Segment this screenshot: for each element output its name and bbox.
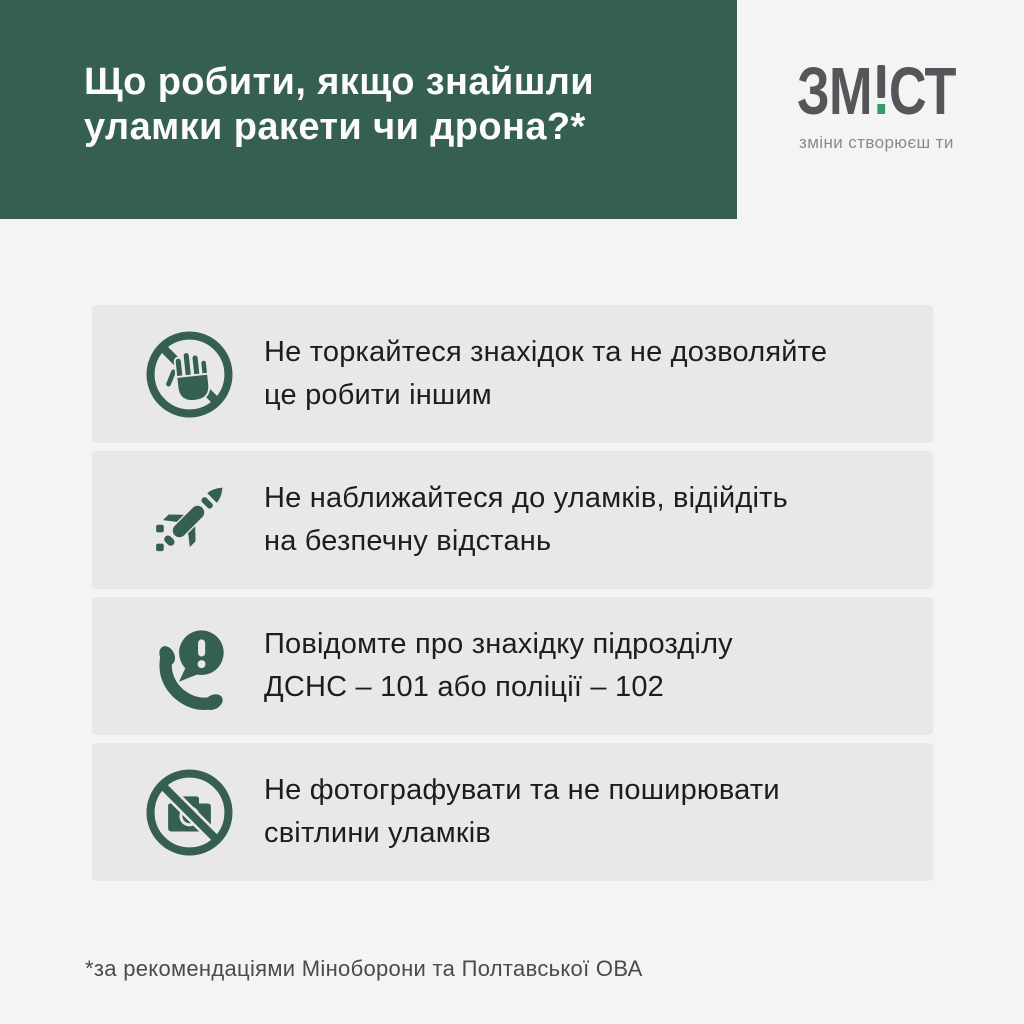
card-text (264, 623, 733, 709)
rocket-icon (142, 473, 237, 568)
logo-wordmark-right: СТ (888, 54, 956, 129)
list-item (92, 305, 933, 443)
logo-green-dot (877, 104, 885, 114)
card-text-line2: світлини уламків (264, 817, 491, 849)
logo-tagline: зміни створюєш ти (799, 133, 954, 152)
card-text-line1: Не торкайтеся знахідок та не дозволяйте (264, 336, 828, 368)
card-text (264, 331, 827, 417)
no-touch-hand-icon (142, 327, 237, 422)
list-item (92, 743, 933, 881)
card-text-line1: Не фотографувати та не поширювати (264, 774, 780, 806)
phone-alert-icon (142, 619, 237, 714)
footer-note: *за рекомендаціями Міноборони та Полтавської ОВА (85, 956, 643, 981)
page-title-line1: Що робити, якщо знайшли (84, 61, 595, 103)
card-text (264, 769, 780, 855)
logo-wordmark (797, 54, 956, 129)
zmist-logo (797, 54, 1000, 153)
card-text-line2: ДСНС – 101 або поліції – 102 (264, 671, 664, 703)
card-text-line1: Не наближайтеся до уламків, відійдіть (264, 482, 788, 514)
page-title (84, 60, 594, 150)
no-camera-icon (142, 765, 237, 860)
logo-exclamation-icon (877, 65, 885, 114)
header-banner (0, 0, 737, 219)
list-item (92, 451, 933, 589)
card-text (264, 477, 788, 563)
instruction-list (92, 305, 933, 889)
card-text-line1: Повідомте про знахідку підрозділу (264, 628, 733, 660)
logo-wordmark-left: ЗМ (797, 54, 872, 129)
list-item (92, 597, 933, 735)
card-text-line2: це робити іншим (264, 379, 492, 411)
page-title-line2: уламки ракети чи дрона?* (84, 106, 586, 148)
card-text-line2: на безпечну відстань (264, 525, 552, 557)
